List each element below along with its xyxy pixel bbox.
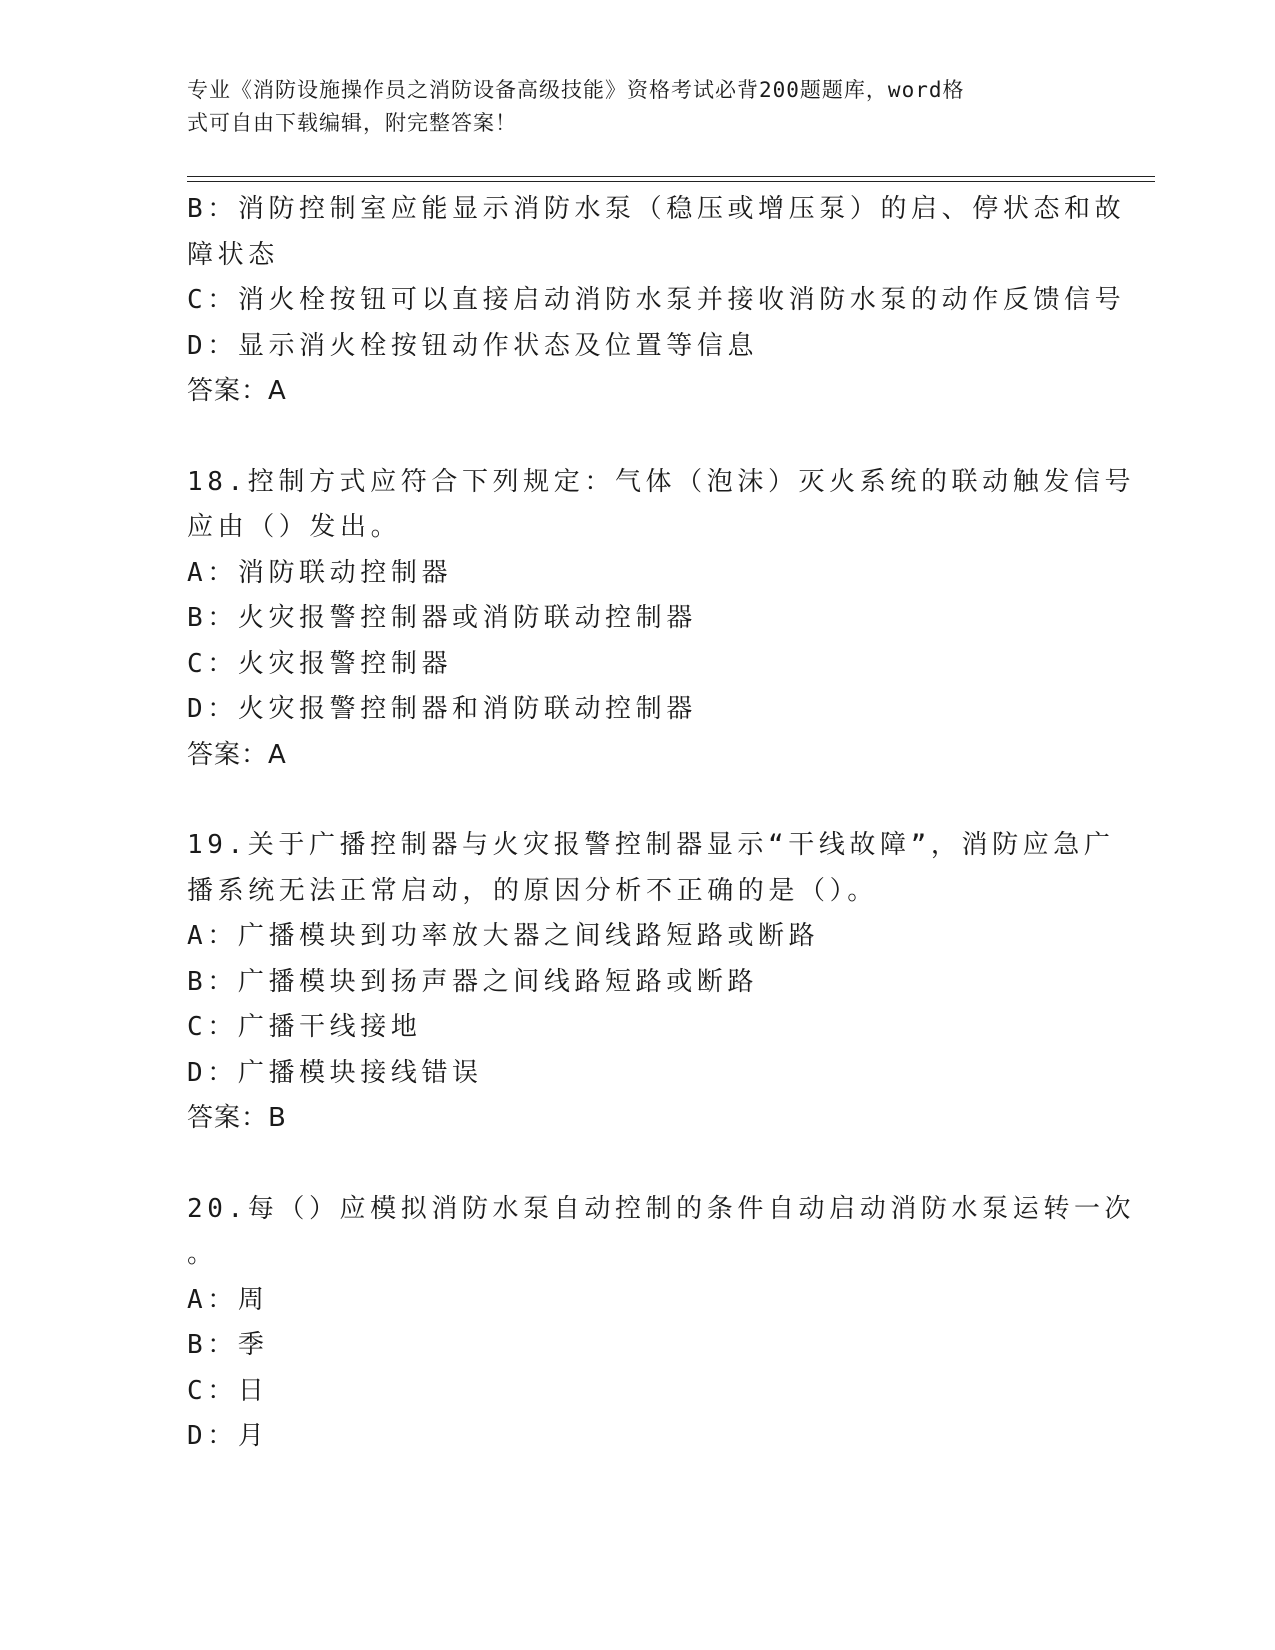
question-stem-line-1: 19.关于广播控制器与火灾报警控制器显示“干线故障”，消防应急广: [187, 830, 1115, 860]
option-a: A：消防联动控制器: [187, 557, 453, 588]
question-17-continued: [187, 187, 1126, 415]
option-b-line-1: B：消防控制室应能显示消防水泵（稳压或增压泵）的启、停状态和故: [187, 194, 1126, 224]
question-20: [187, 1187, 1136, 1460]
option-d: D：广播模块接线错误: [187, 1057, 483, 1088]
header-line-1: 专业《消防设施操作员之消防设备高级技能》资格考试必背200题题库，word格: [187, 78, 965, 102]
question-19: [187, 823, 1115, 1142]
option-d: D：显示消火栓按钮动作状态及位置等信息: [187, 330, 759, 361]
option-c: C：日: [187, 1375, 269, 1406]
answer: 答案：A: [187, 376, 287, 406]
header-divider-top: [187, 176, 1155, 177]
option-a: A：周: [187, 1284, 269, 1315]
option-d: D：月: [187, 1421, 269, 1451]
option-b: B：火灾报警控制器或消防联动控制器: [187, 603, 697, 633]
question-stem-line-2: 应由（）发出。: [187, 512, 402, 542]
option-c: C：火灾报警控制器: [187, 648, 453, 679]
answer: 答案：B: [187, 1103, 287, 1133]
document-body: [187, 187, 1136, 1460]
question-18: [187, 460, 1136, 779]
document-header: [187, 74, 1067, 140]
option-a: A：广播模块到功率放大器之间线路短路或断路: [187, 921, 820, 951]
question-stem-line-1: 18.控制方式应符合下列规定：气体（泡沫）灭火系统的联动触发信号: [187, 466, 1136, 497]
option-b: B：广播模块到扬声器之间线路短路或断路: [187, 966, 759, 997]
question-stem-line-1: 20.每（）应模拟消防水泵自动控制的条件自动启动消防水泵运转一次: [187, 1193, 1136, 1224]
question-stem-line-2: 播系统无法正常启动，的原因分析不正确的是（）。: [187, 875, 878, 906]
option-b-line-2: 障状态: [187, 239, 279, 270]
option-c: C：广播干线接地: [187, 1012, 422, 1042]
option-d: D：火灾报警控制器和消防联动控制器: [187, 694, 697, 724]
header-divider-bottom: [187, 181, 1155, 182]
header-line-2: 式可自由下载编辑，附完整答案！: [187, 111, 517, 135]
answer: 答案：A: [187, 739, 287, 770]
option-c: C：消火栓按钮可以直接启动消防水泵并接收消防水泵的动作反馈信号: [187, 285, 1126, 315]
option-b: B：季: [187, 1330, 269, 1360]
question-stem-line-2: 。: [187, 1239, 218, 1269]
